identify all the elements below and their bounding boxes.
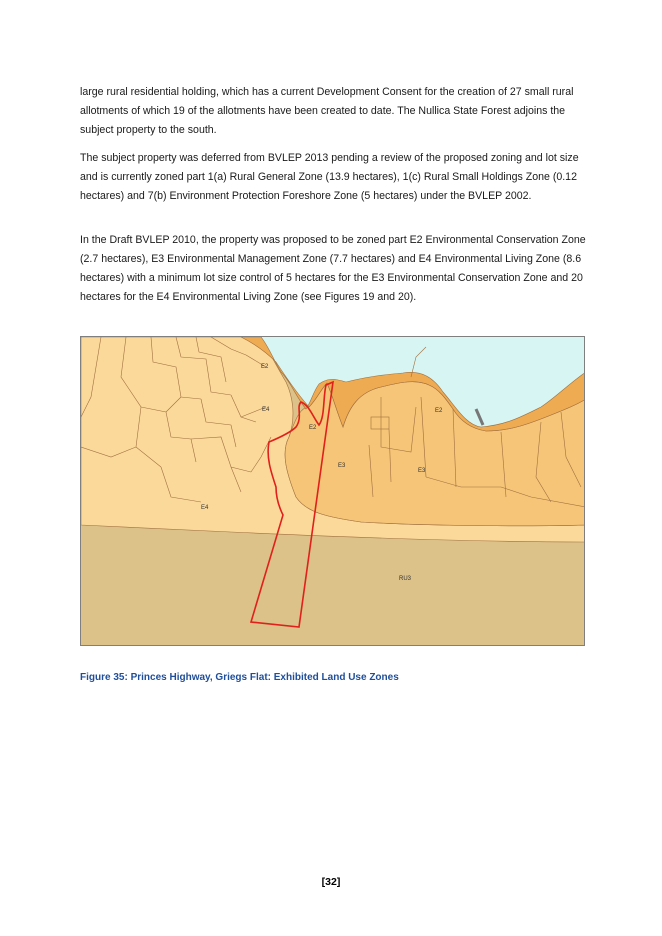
- zoning-map: [80, 336, 585, 646]
- body-paragraph: large rural residential holding, which has a current Development Consent for the creation of 27 small rural allotments of which 19 of the allotments have been created to date. The Nullica State Forest adjoins the subject property to the south.: [80, 86, 574, 136]
- zone-label: E2: [309, 425, 317, 431]
- zone-label: E2: [261, 364, 269, 370]
- zone-label: E2: [435, 408, 443, 414]
- zone-label: RU3: [399, 576, 412, 582]
- zone-label: E3: [418, 468, 426, 474]
- body-paragraph: In the Draft BVLEP 2010, the property was proposed to be zoned part E2 Environmental Conservation Zone (2.7 hectares), E3 Environmental Management Zone (7.7 hectares) and E4 Environmental Living Zone (8.6 hectares) with a minimum lot size control of 5 hectares for the E3 Environmental Conservation Zone and 20 hectares for the E4 Environmental Living Zone (see Figures 19 and 20).: [80, 234, 586, 303]
- zone-label: E4: [262, 407, 270, 413]
- body-paragraph: The subject property was deferred from BVLEP 2013 pending a review of the proposed zoning and lot size and is currently zoned part 1(a) Rural General Zone (13.9 hectares), 1(c) Rural Small Holdings Zone (0.12 hectares) and 7(b) Environment Protection Foreshore Zone (5 hectares) under the BVLEP 2002.: [80, 152, 579, 202]
- page-number: [32]: [321, 876, 341, 888]
- zone-label: E4: [201, 505, 209, 511]
- figure-caption: Figure 35: Princes Highway, Griegs Flat: Exhibited Land Use Zones: [80, 672, 399, 683]
- zone-label: E3: [338, 463, 346, 469]
